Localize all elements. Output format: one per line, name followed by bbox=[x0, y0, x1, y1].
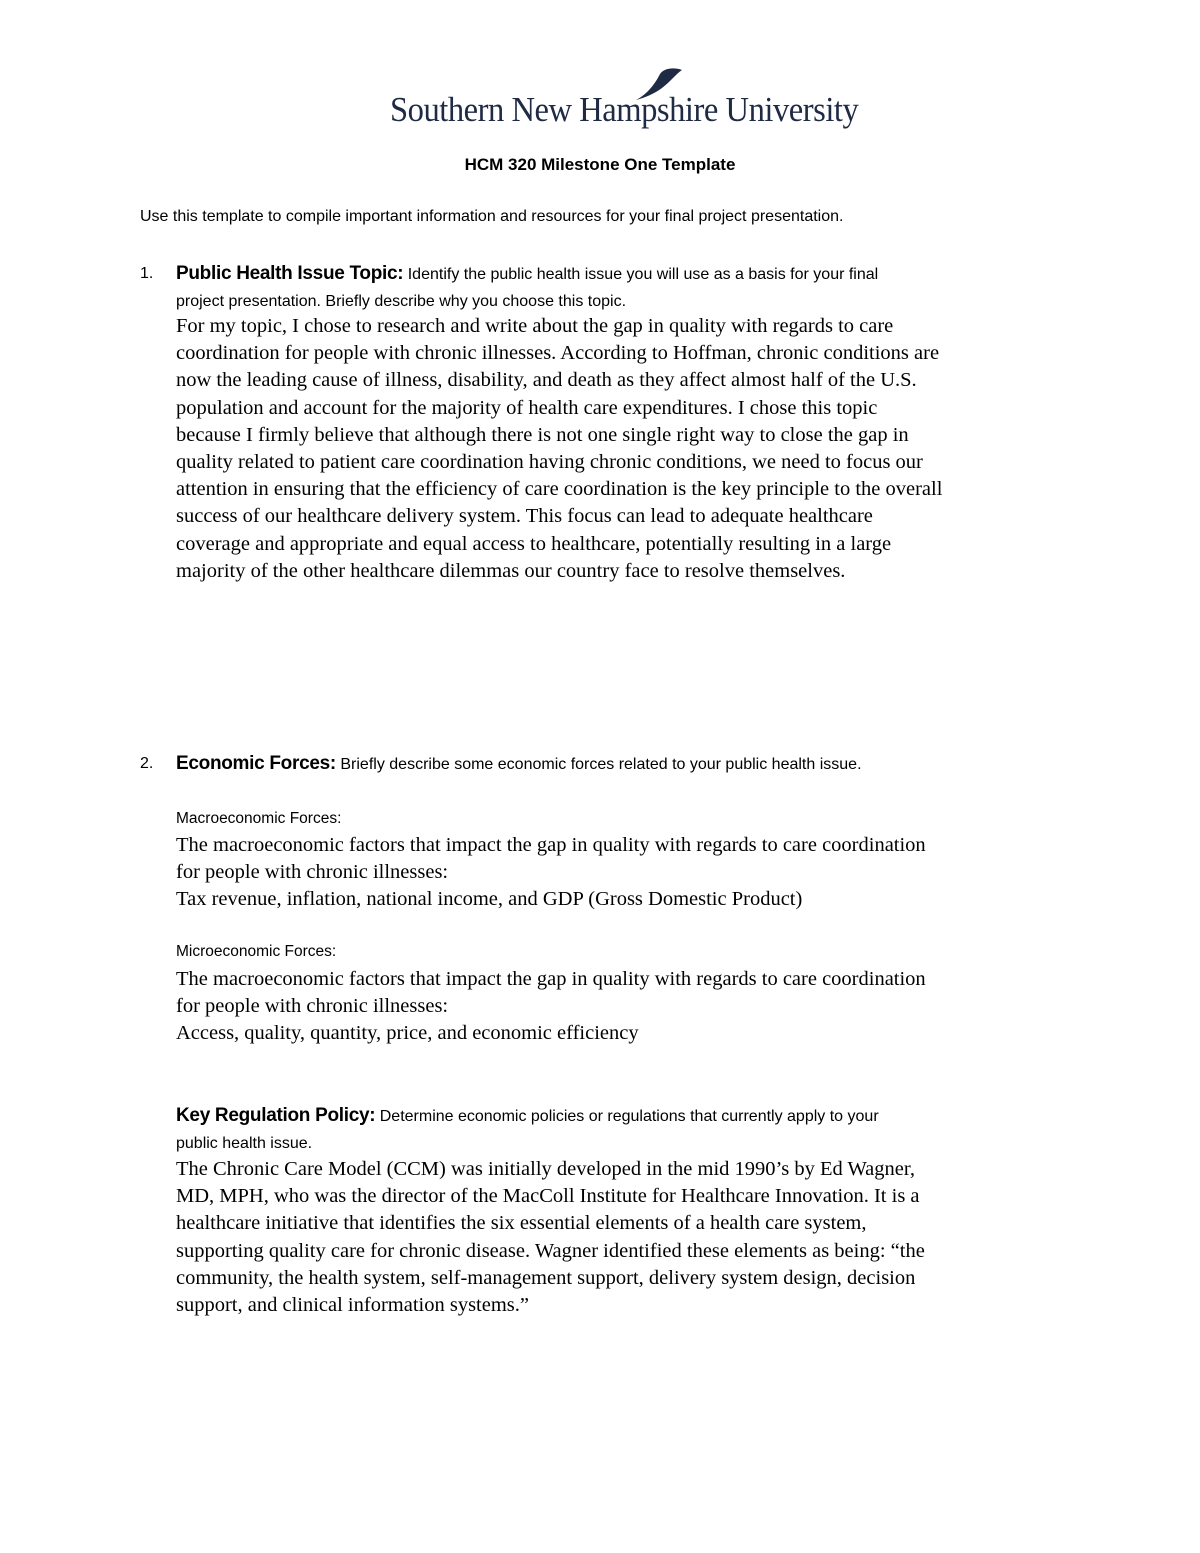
micro-response bbox=[176, 966, 1066, 1048]
logo-wordmark: Southern New Hampshire University bbox=[390, 90, 859, 129]
item1-response-line: population and account for the majority of health care expenditures. I chose this topic bbox=[176, 396, 878, 419]
macro-line: for people with chronic illnesses: bbox=[176, 861, 449, 884]
item1-response-line: attention in ensuring that the efficiency of care coordination is the key principle to the overall bbox=[176, 478, 943, 501]
item3-response-line: supporting quality care for chronic disease. Wagner identified these elements as being: “the bbox=[176, 1239, 925, 1262]
item2-heading: Economic Forces: bbox=[176, 753, 336, 774]
intro-text: Use this template to compile important information and resources for your final project presentation. bbox=[140, 208, 844, 225]
item3-response-line: support, and clinical information systems.” bbox=[176, 1294, 529, 1317]
item2-header bbox=[176, 750, 1056, 778]
item3-response-line: healthcare initiative that identifies the six essential elements of a health care system, bbox=[176, 1212, 867, 1235]
micro-line: The macroeconomic factors that impact the gap in quality with regards to care coordination bbox=[176, 968, 926, 990]
item1-header bbox=[176, 260, 1056, 315]
item1-response-line: because I firmly believe that although there is not one single right way to close the gap in bbox=[176, 423, 909, 446]
item3-prompt-line2: public health issue. bbox=[176, 1135, 313, 1152]
item3-response bbox=[176, 1156, 1066, 1319]
item1-response-line: now the leading cause of illness, disability, and death as they affect almost half of the U.S. bbox=[176, 369, 917, 392]
item1-response bbox=[176, 313, 1066, 585]
item3-header bbox=[176, 1102, 1056, 1157]
item3-response-line: MD, MPH, who was the director of the MacColl Institute for Healthcare Innovation. It is a bbox=[176, 1185, 920, 1208]
macro-line: The macroeconomic factors that impact the gap in quality with regards to care coordination bbox=[176, 834, 926, 856]
item1-prompt-line1: Identify the public health issue you will use as a basis for your final bbox=[407, 266, 879, 283]
item-number-1: 1. bbox=[140, 265, 154, 282]
macro-line: Tax revenue, inflation, national income, and GDP (Gross Domestic Product) bbox=[176, 888, 803, 911]
item1-response-line: majority of the other healthcare dilemmas our country face to resolve themselves. bbox=[176, 559, 846, 582]
micro-label: Microeconomic Forces: bbox=[176, 943, 337, 960]
page-title: HCM 320 Milestone One Template bbox=[464, 155, 736, 174]
item3-prompt-line1: Determine economic policies or regulations that currently apply to your bbox=[379, 1108, 879, 1125]
item3-response-line: community, the health system, self-management support, delivery system design, decision bbox=[176, 1266, 916, 1289]
item3-response-line: The Chronic Care Model (CCM) was initially developed in the mid 1990’s by Ed Wagner, bbox=[176, 1158, 916, 1180]
macro-response bbox=[176, 832, 1066, 914]
item2-prompt: Briefly describe some economic forces related to your public health issue. bbox=[340, 756, 862, 773]
item1-response-line: quality related to patient care coordination having chronic conditions, we need to focus our bbox=[176, 451, 923, 474]
macro-label: Macroeconomic Forces: bbox=[176, 810, 342, 827]
item1-response-line: coordination for people with chronic illnesses. According to Hoffman, chronic conditions are bbox=[176, 342, 940, 365]
micro-line: for people with chronic illnesses: bbox=[176, 995, 449, 1018]
item1-response-line: success of our healthcare delivery system. This focus can lead to adequate healthcare bbox=[176, 505, 873, 528]
item1-heading: Public Health Issue Topic: bbox=[176, 263, 404, 284]
micro-line: Access, quality, quantity, price, and economic efficiency bbox=[176, 1022, 639, 1045]
item3-heading: Key Regulation Policy: bbox=[176, 1105, 376, 1126]
item-number-2: 2. bbox=[140, 755, 154, 772]
item1-response-line: For my topic, I chose to research and write about the gap in quality with regards to care bbox=[176, 315, 894, 337]
item1-prompt-line2: project presentation. Briefly describe why you choose this topic. bbox=[176, 293, 627, 310]
university-logo bbox=[390, 68, 859, 138]
item1-response-line: coverage and appropriate and equal access to healthcare, potentially resulting in a large bbox=[176, 532, 892, 555]
